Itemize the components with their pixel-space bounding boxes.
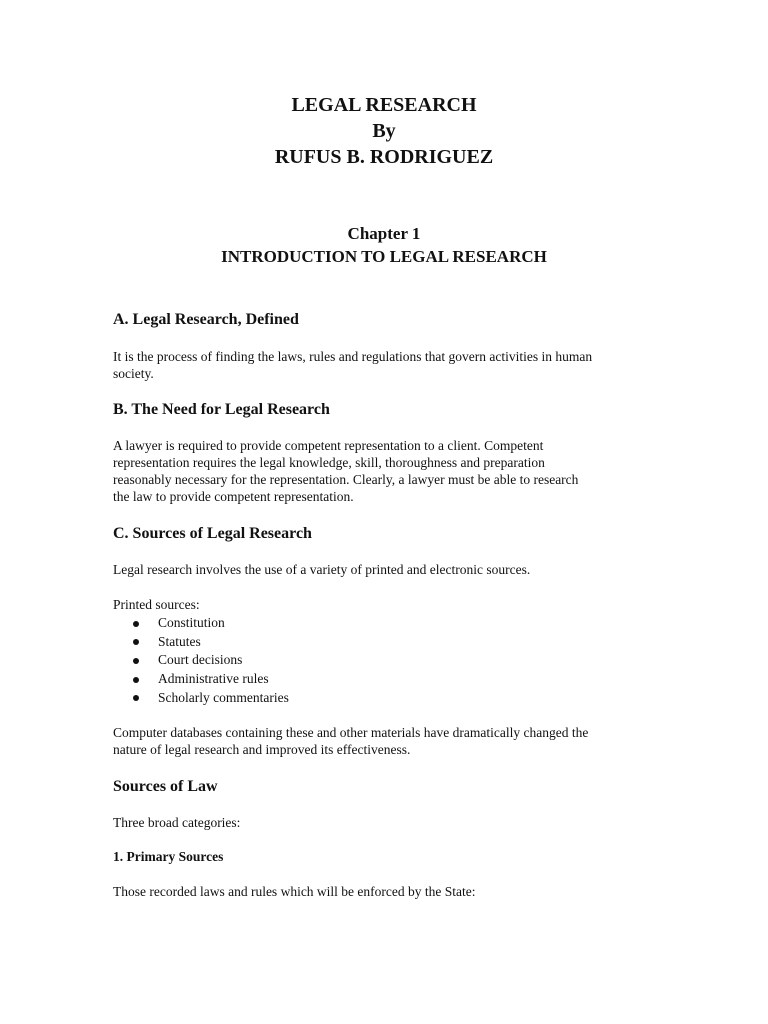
section-a-heading: A. Legal Research, Defined <box>113 311 299 328</box>
list-item-label: Administrative rules <box>158 671 269 687</box>
paragraph-line: A lawyer is required to provide competent representation to a client. Competent <box>113 438 544 453</box>
paragraph-line: It is the process of finding the laws, rules and regulations that govern activities in human <box>113 349 593 364</box>
list-item-label: Statutes <box>158 633 201 649</box>
list-item <box>113 670 289 689</box>
paragraph-line: Computer databases containing these and other materials have dramatically changed the <box>113 725 589 740</box>
sources-of-law-intro: Three broad categories: <box>113 815 241 830</box>
list-item-label: Scholarly commentaries <box>158 689 289 705</box>
printed-sources-list <box>113 614 289 707</box>
chapter-title: INTRODUCTION TO LEGAL RESEARCH <box>221 247 547 266</box>
list-item-label: Constitution <box>158 615 225 630</box>
sources-of-law-heading: Sources of Law <box>113 778 218 795</box>
chapter-number: Chapter 1 <box>347 224 421 243</box>
section-c-closing-paragraph <box>113 724 653 758</box>
list-item <box>113 651 289 670</box>
bullet-icon <box>133 621 139 627</box>
section-c-intro: Legal research involves the use of a variety of printed and electronic sources. <box>113 562 531 577</box>
section-b-paragraph <box>113 437 653 505</box>
title-by-line: By <box>372 120 396 142</box>
list-item <box>113 689 289 708</box>
printed-sources-label: Printed sources: <box>113 597 200 612</box>
list-item <box>113 633 289 652</box>
paragraph-line: reasonably necessary for the representation. Clearly, a lawyer must be able to research <box>113 472 579 487</box>
list-item <box>113 614 289 633</box>
list-item-label: Court decisions <box>158 652 243 668</box>
primary-sources-text: Those recorded laws and rules which will be enforced by the State: <box>113 884 476 899</box>
section-c-heading: C. Sources of Legal Research <box>113 525 312 542</box>
paragraph-line: the law to provide competent representation. <box>113 489 354 504</box>
section-b-heading: B. The Need for Legal Research <box>113 401 330 418</box>
bullet-icon <box>133 695 139 701</box>
section-a-paragraph <box>113 348 653 382</box>
paragraph-line: representation requires the legal knowledge, skill, thoroughness and preparation <box>113 455 545 470</box>
bullet-icon <box>133 677 139 683</box>
paragraph-line: nature of legal research and improved its effectiveness. <box>113 742 411 757</box>
primary-sources-heading: 1. Primary Sources <box>113 849 224 864</box>
author-name: RUFUS B. RODRIGUEZ <box>274 146 494 168</box>
bullet-icon <box>133 658 139 664</box>
paragraph-line: society. <box>113 366 154 381</box>
document-title: LEGAL RESEARCH <box>291 94 477 116</box>
bullet-icon <box>133 639 139 645</box>
